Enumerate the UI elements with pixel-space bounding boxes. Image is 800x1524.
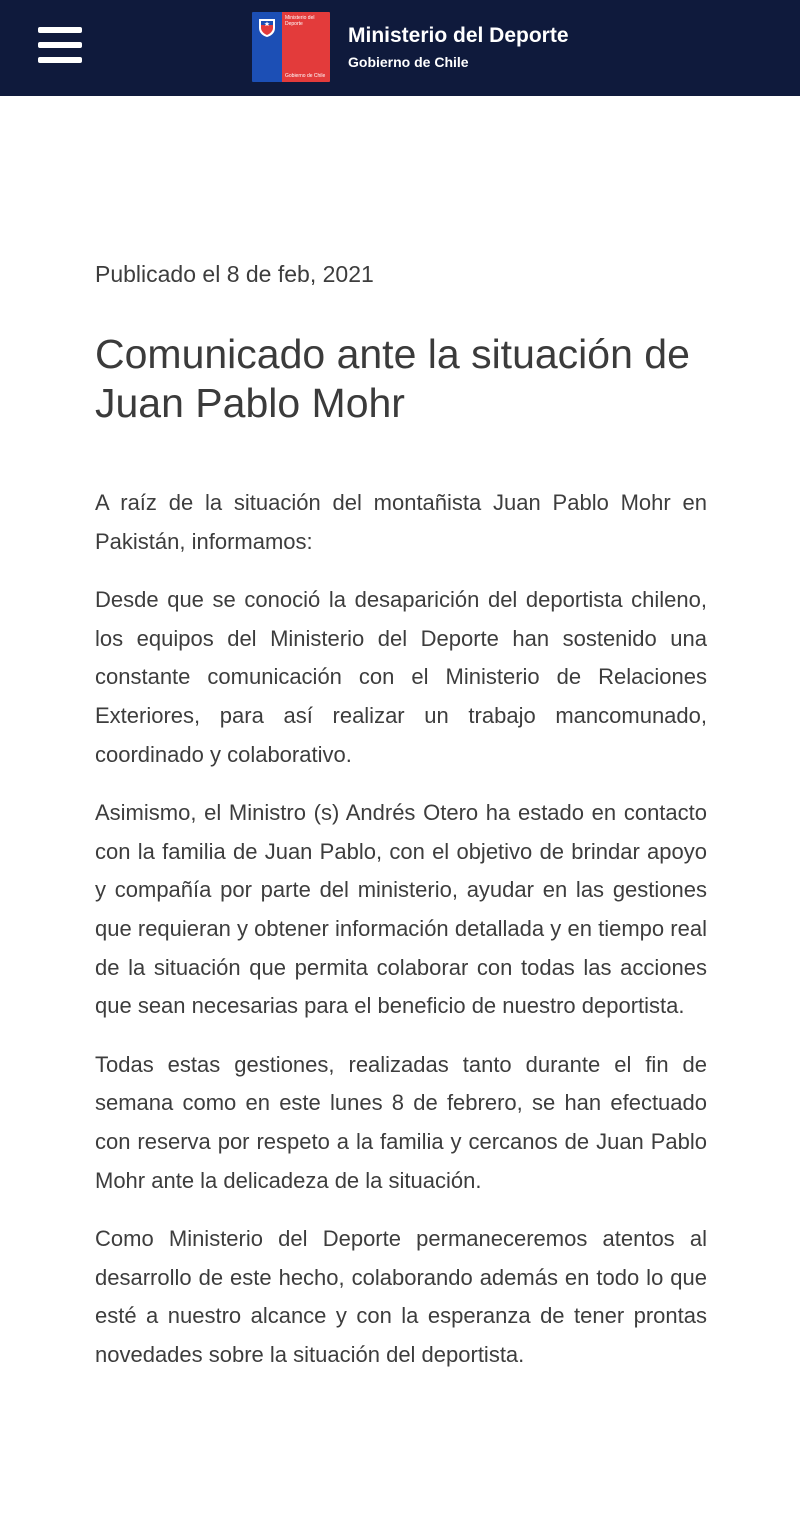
paragraph: Desde que se conoció la desaparición del deportista chileno, los equipos del Ministerio del Deporte han sostenido una constante comunicación con el Ministerio de Relaciones Exteriores, para así realizar un trabajo mancomunado, coordinado y colaborativo.	[95, 587, 707, 767]
top-navigation-bar	[0, 0, 800, 96]
paragraph: Como Ministerio del Deporte permaneceremos atentos al desarrollo de este hecho, colaborando además en todo lo que esté a nuestro alcance y con la esperanza de tener prontas novedades sobre la situación del deportista.	[95, 1226, 707, 1367]
ministerio-logo[interactable]	[252, 12, 330, 82]
site-subtitle: Gobierno de Chile	[348, 54, 469, 70]
menu-line	[38, 42, 82, 48]
hamburger-menu-icon[interactable]	[36, 24, 84, 68]
menu-line	[38, 57, 82, 63]
article-body	[95, 484, 707, 1374]
menu-line	[38, 27, 82, 33]
coat-of-arms-icon	[255, 15, 279, 39]
article-content	[95, 258, 707, 1394]
paragraph: A raíz de la situación del montañista Juan Pablo Mohr en Pakistán, informamos:	[95, 490, 707, 554]
article-title: Comunicado ante la situación de Juan Pablo Mohr	[95, 331, 690, 426]
publication-date: Publicado el 8 de feb, 2021	[95, 261, 374, 287]
paragraph: Asimismo, el Ministro (s) Andrés Otero ha estado en contacto con la familia de Juan Pablo, con el objetivo de brindar apoyo y compañía por parte del ministerio, ayudar en las gestiones que requieran y obtener información detallada y en tiempo real de la situación que permita colaborar con todas las acciones que sean necesarias para el beneficio de nuestro deportista.	[95, 800, 707, 1019]
paragraph: Todas estas gestiones, realizadas tanto durante el fin de semana como en este lunes 8 de febrero, se han efectuado con reserva por respeto a la familia y cercanos de Juan Pablo Mohr ante la delicadeza de la situación.	[95, 1051, 707, 1193]
logo-government-text: Gobierno de Chile	[285, 73, 326, 79]
site-title[interactable]: Ministerio del Deporte	[348, 24, 569, 47]
logo-ministry-text: Ministerio del Deporte	[285, 15, 315, 27]
